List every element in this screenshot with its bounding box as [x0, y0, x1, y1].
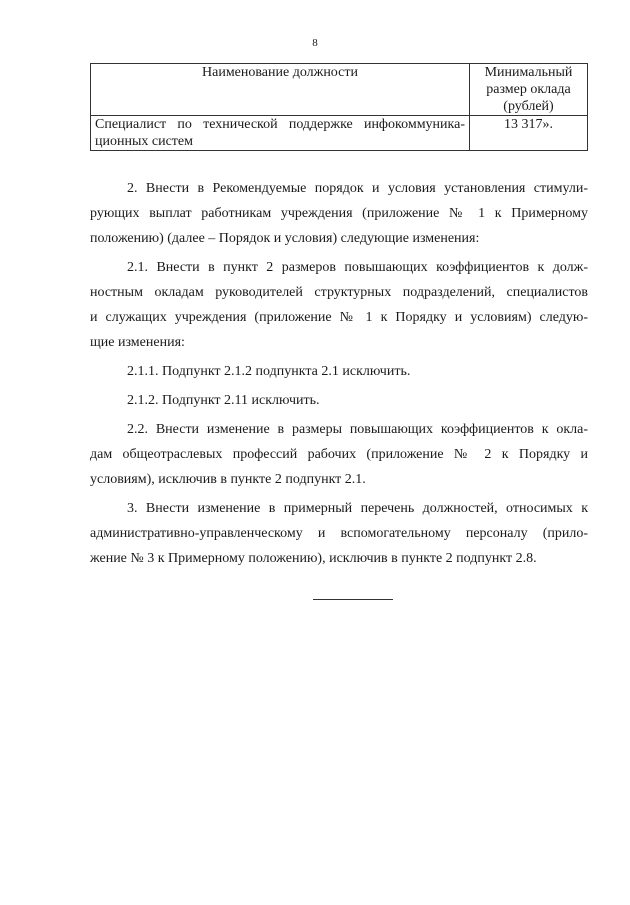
- text-line: 2.2. Внести изменение в размеры повышающих коэффициентов к окла-: [127, 422, 588, 437]
- paragraph-2: [90, 176, 588, 251]
- text-line: ностным окладам руководителей структурных подразделений, специалистов: [90, 285, 588, 300]
- paragraph-2-1-1: [90, 359, 588, 384]
- table-header-row: [91, 64, 588, 116]
- position-name-line: ционных систем: [95, 134, 193, 149]
- text-line: рующих выплат работникам учреждения (приложение № 1 к Примерному: [90, 206, 588, 221]
- text-line: 2. Внести в Рекомендуемые порядок и условия установления стимули-: [127, 181, 588, 196]
- text-line: 2.1.1. Подпункт 2.1.2 подпункта 2.1 исключить.: [127, 364, 411, 379]
- salary-table: [90, 63, 588, 151]
- paragraph-3: [90, 496, 588, 571]
- position-name-cell: [91, 116, 470, 151]
- table-row: [91, 116, 588, 151]
- text-line: 2.1. Внести в пункт 2 размеров повышающих коэффициентов к долж-: [127, 260, 588, 275]
- text-line: административно-управленческому и вспомогательному персоналу (прило-: [90, 526, 588, 541]
- header-salary-line: (рублей): [503, 99, 554, 114]
- text-line: и служащих учреждения (приложение № 1 к Порядку и условиям) следую-: [90, 310, 588, 325]
- text-line: щие изменения:: [90, 335, 185, 350]
- text-line: жение № 3 к Примерному положению), исключив в пункте 2 подпункт 2.8.: [90, 551, 537, 566]
- paragraph-2-1-2: [90, 388, 588, 413]
- page-number: 8: [312, 37, 318, 49]
- paragraph-2-1: [90, 255, 588, 355]
- text-line: 3. Внести изменение в примерный перечень должностей, относимых к: [127, 501, 588, 516]
- salary-value-cell: 13 317».: [470, 116, 588, 151]
- end-divider: [313, 599, 393, 600]
- document-body: [90, 176, 588, 571]
- text-line: условиям), исключив в пункте 2 подпункт 2.1.: [90, 472, 366, 487]
- text-line: 2.1.2. Подпункт 2.11 исключить.: [127, 393, 320, 408]
- paragraph-2-2: [90, 417, 588, 492]
- header-salary-line: размер оклада: [486, 82, 571, 97]
- header-salary: [470, 64, 588, 116]
- text-line: положению) (далее – Порядок и условия) следующие изменения:: [90, 231, 480, 246]
- text-line: дам общеотраслевых профессий рабочих (приложение № 2 к Порядку и: [90, 447, 588, 462]
- position-name-line: Специалист по технической поддержке инфокоммуника-: [95, 117, 465, 132]
- header-salary-line: Минимальный: [484, 65, 573, 80]
- header-position-name: Наименование должности: [91, 64, 470, 116]
